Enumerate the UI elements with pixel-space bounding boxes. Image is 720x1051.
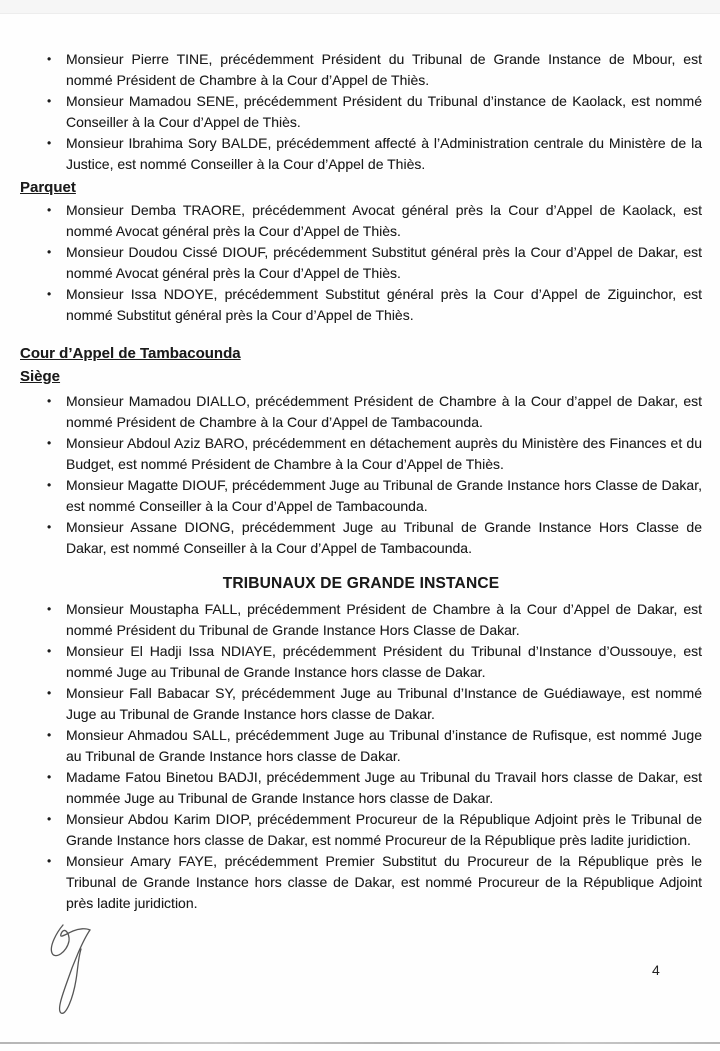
- bullet-marker: •: [47, 203, 52, 217]
- bullet-list-tgi: [20, 599, 702, 914]
- list-item: [20, 242, 702, 284]
- tgi-heading: TRIBUNAUX DE GRANDE INSTANCE: [222, 575, 500, 592]
- appointment-text: Monsieur Abdou Karim DIOP, précédemment Procureur de la République Adjoint près le Tribunal de Grande Instance hors classe de Dakar, est nommé Procureur de la République près ladite juridiction.: [66, 811, 702, 848]
- bullet-marker: •: [47, 602, 52, 616]
- bullet-marker: •: [47, 94, 52, 108]
- tambacounda-heading: Cour d’Appel de Tambacounda: [20, 345, 241, 362]
- appointment-text: Monsieur Ahmadou SALL, précédemment Juge au Tribunal d’instance de Rufisque, est nommé Juge au Tribunal de Grande Instance hors classe de Dakar.: [66, 727, 702, 764]
- appointment-text: Monsieur Fall Babacar SY, précédemment Juge au Tribunal d’Instance de Guédiawaye, est nommé Juge au Tribunal de Grande Instance hors classe de Dakar.: [66, 685, 702, 722]
- bullet-marker: •: [47, 245, 52, 259]
- appointment-text: Monsieur Moustapha FALL, précédemment Président de Chambre à la Cour d’Appel de Dakar, est nommé Président du Tribunal de Grande Instance Hors Classe de Dakar.: [66, 601, 702, 638]
- bullet-marker: •: [47, 394, 52, 408]
- appointment-text: Monsieur Mamadou SENE, précédemment Président du Tribunal d’instance de Kaolack, est nommé Conseiller à la Cour d’Appel de Thiès.: [66, 93, 702, 130]
- appointment-text: Madame Fatou Binetou BADJI, précédemment Juge au Tribunal du Travail hors classe de Dakar, est nommée Juge au Tribunal de Grande Instance hors classe de Dakar.: [66, 769, 702, 806]
- scan-edge-top: [0, 0, 720, 14]
- page-number: 4: [652, 962, 660, 978]
- scan-edge-bottom: [0, 1042, 720, 1044]
- bullet-marker: •: [47, 436, 52, 450]
- bullet-marker: •: [47, 770, 52, 784]
- bullet-marker: •: [47, 854, 52, 868]
- appointment-text: Monsieur Magatte DIOUF, précédemment Juge au Tribunal de Grande Instance hors Classe de Dakar, est nommé Conseiller à la Cour d’Appel de Tambacounda.: [66, 477, 702, 514]
- bullet-marker: •: [47, 812, 52, 826]
- appointment-text: Monsieur Assane DIONG, précédemment Juge au Tribunal de Grande Instance Hors Classe de Dakar, est nommé Conseiller à la Cour d’Appel de Tambacounda.: [66, 519, 702, 556]
- list-item: [20, 683, 702, 725]
- appointment-text: Monsieur Ibrahima Sory BALDE, précédemment affecté à l’Administration centrale du Ministère de la Justice, est nommé Conseiller à la Cour d’Appel de Thiès.: [66, 135, 702, 172]
- bullet-marker: •: [47, 728, 52, 742]
- appointment-text: Monsieur El Hadji Issa NDIAYE, précédemment Président du Tribunal d’Instance d’Oussouye, est nommé Juge au Tribunal de Grande Instance hors classe de Dakar.: [66, 643, 702, 680]
- list-item: [20, 641, 702, 683]
- bullet-marker: •: [47, 136, 52, 150]
- list-item: [20, 433, 702, 475]
- list-item: [20, 517, 702, 559]
- list-item: [20, 767, 702, 809]
- list-item: [20, 851, 702, 914]
- bullet-marker: •: [47, 644, 52, 658]
- bullet-marker: •: [47, 52, 52, 66]
- appointment-text: Monsieur Demba TRAORE, précédemment Avocat général près la Cour d’Appel de Kaolack, est nommé Avocat général près la Cour d’Appel de Thiès.: [66, 202, 702, 239]
- parquet-heading: Parquet: [20, 179, 76, 196]
- appointment-text: Monsieur Doudou Cissé DIOUF, précédemment Substitut général près la Cour d’Appel de Dakar, est nommé Avocat général près la Cour d’Appel de Thiès.: [66, 244, 702, 281]
- appointment-text: Monsieur Abdoul Aziz BARO, précédemment en détachement auprès du Ministère des Finances et du Budget, est nommé Président de Chambre à la Cour d’Appel de Thiès.: [66, 435, 702, 472]
- bullet-marker: •: [47, 287, 52, 301]
- list-item: [20, 133, 702, 175]
- list-item: [20, 599, 702, 641]
- list-item: [20, 475, 702, 517]
- bullet-marker: •: [47, 478, 52, 492]
- appointment-text: Monsieur Amary FAYE, précédemment Premier Substitut du Procureur de la République près le Tribunal de Grande Instance hors classe de Dakar, est nommé Procureur de la République Adjoint près ladite juridiction.: [66, 853, 702, 911]
- appointment-text: Monsieur Mamadou DIALLO, précédemment Président de Chambre à la Cour d’appel de Dakar, est nommé Président de Chambre à la Cour d’Appel de Tambacounda.: [66, 393, 702, 430]
- bullet-list-tambacounda-siege: [20, 391, 702, 559]
- appointment-text: Monsieur Pierre TINE, précédemment Président du Tribunal de Grande Instance de Mbour, est nommé Président de Chambre à la Cour d’Appel de Thiès.: [66, 51, 702, 88]
- list-item: [20, 284, 702, 326]
- siege-heading: Siège: [20, 368, 61, 385]
- appointment-text: Monsieur Issa NDOYE, précédemment Substitut général près la Cour d’Appel de Ziguinchor, est nommé Substitut général près la Cour d’Appel de Thiès.: [66, 286, 702, 323]
- signature-mark: [40, 919, 110, 1023]
- bullet-marker: •: [47, 686, 52, 700]
- list-item: [20, 49, 702, 91]
- list-item: [20, 200, 702, 242]
- list-item: [20, 809, 702, 851]
- list-item: [20, 91, 702, 133]
- bullet-list-parquet: [20, 200, 702, 326]
- bullet-list-thies-siege: [20, 49, 702, 175]
- bullet-marker: •: [47, 520, 52, 534]
- document-content: [20, 49, 702, 914]
- list-item: [20, 391, 702, 433]
- list-item: [20, 725, 702, 767]
